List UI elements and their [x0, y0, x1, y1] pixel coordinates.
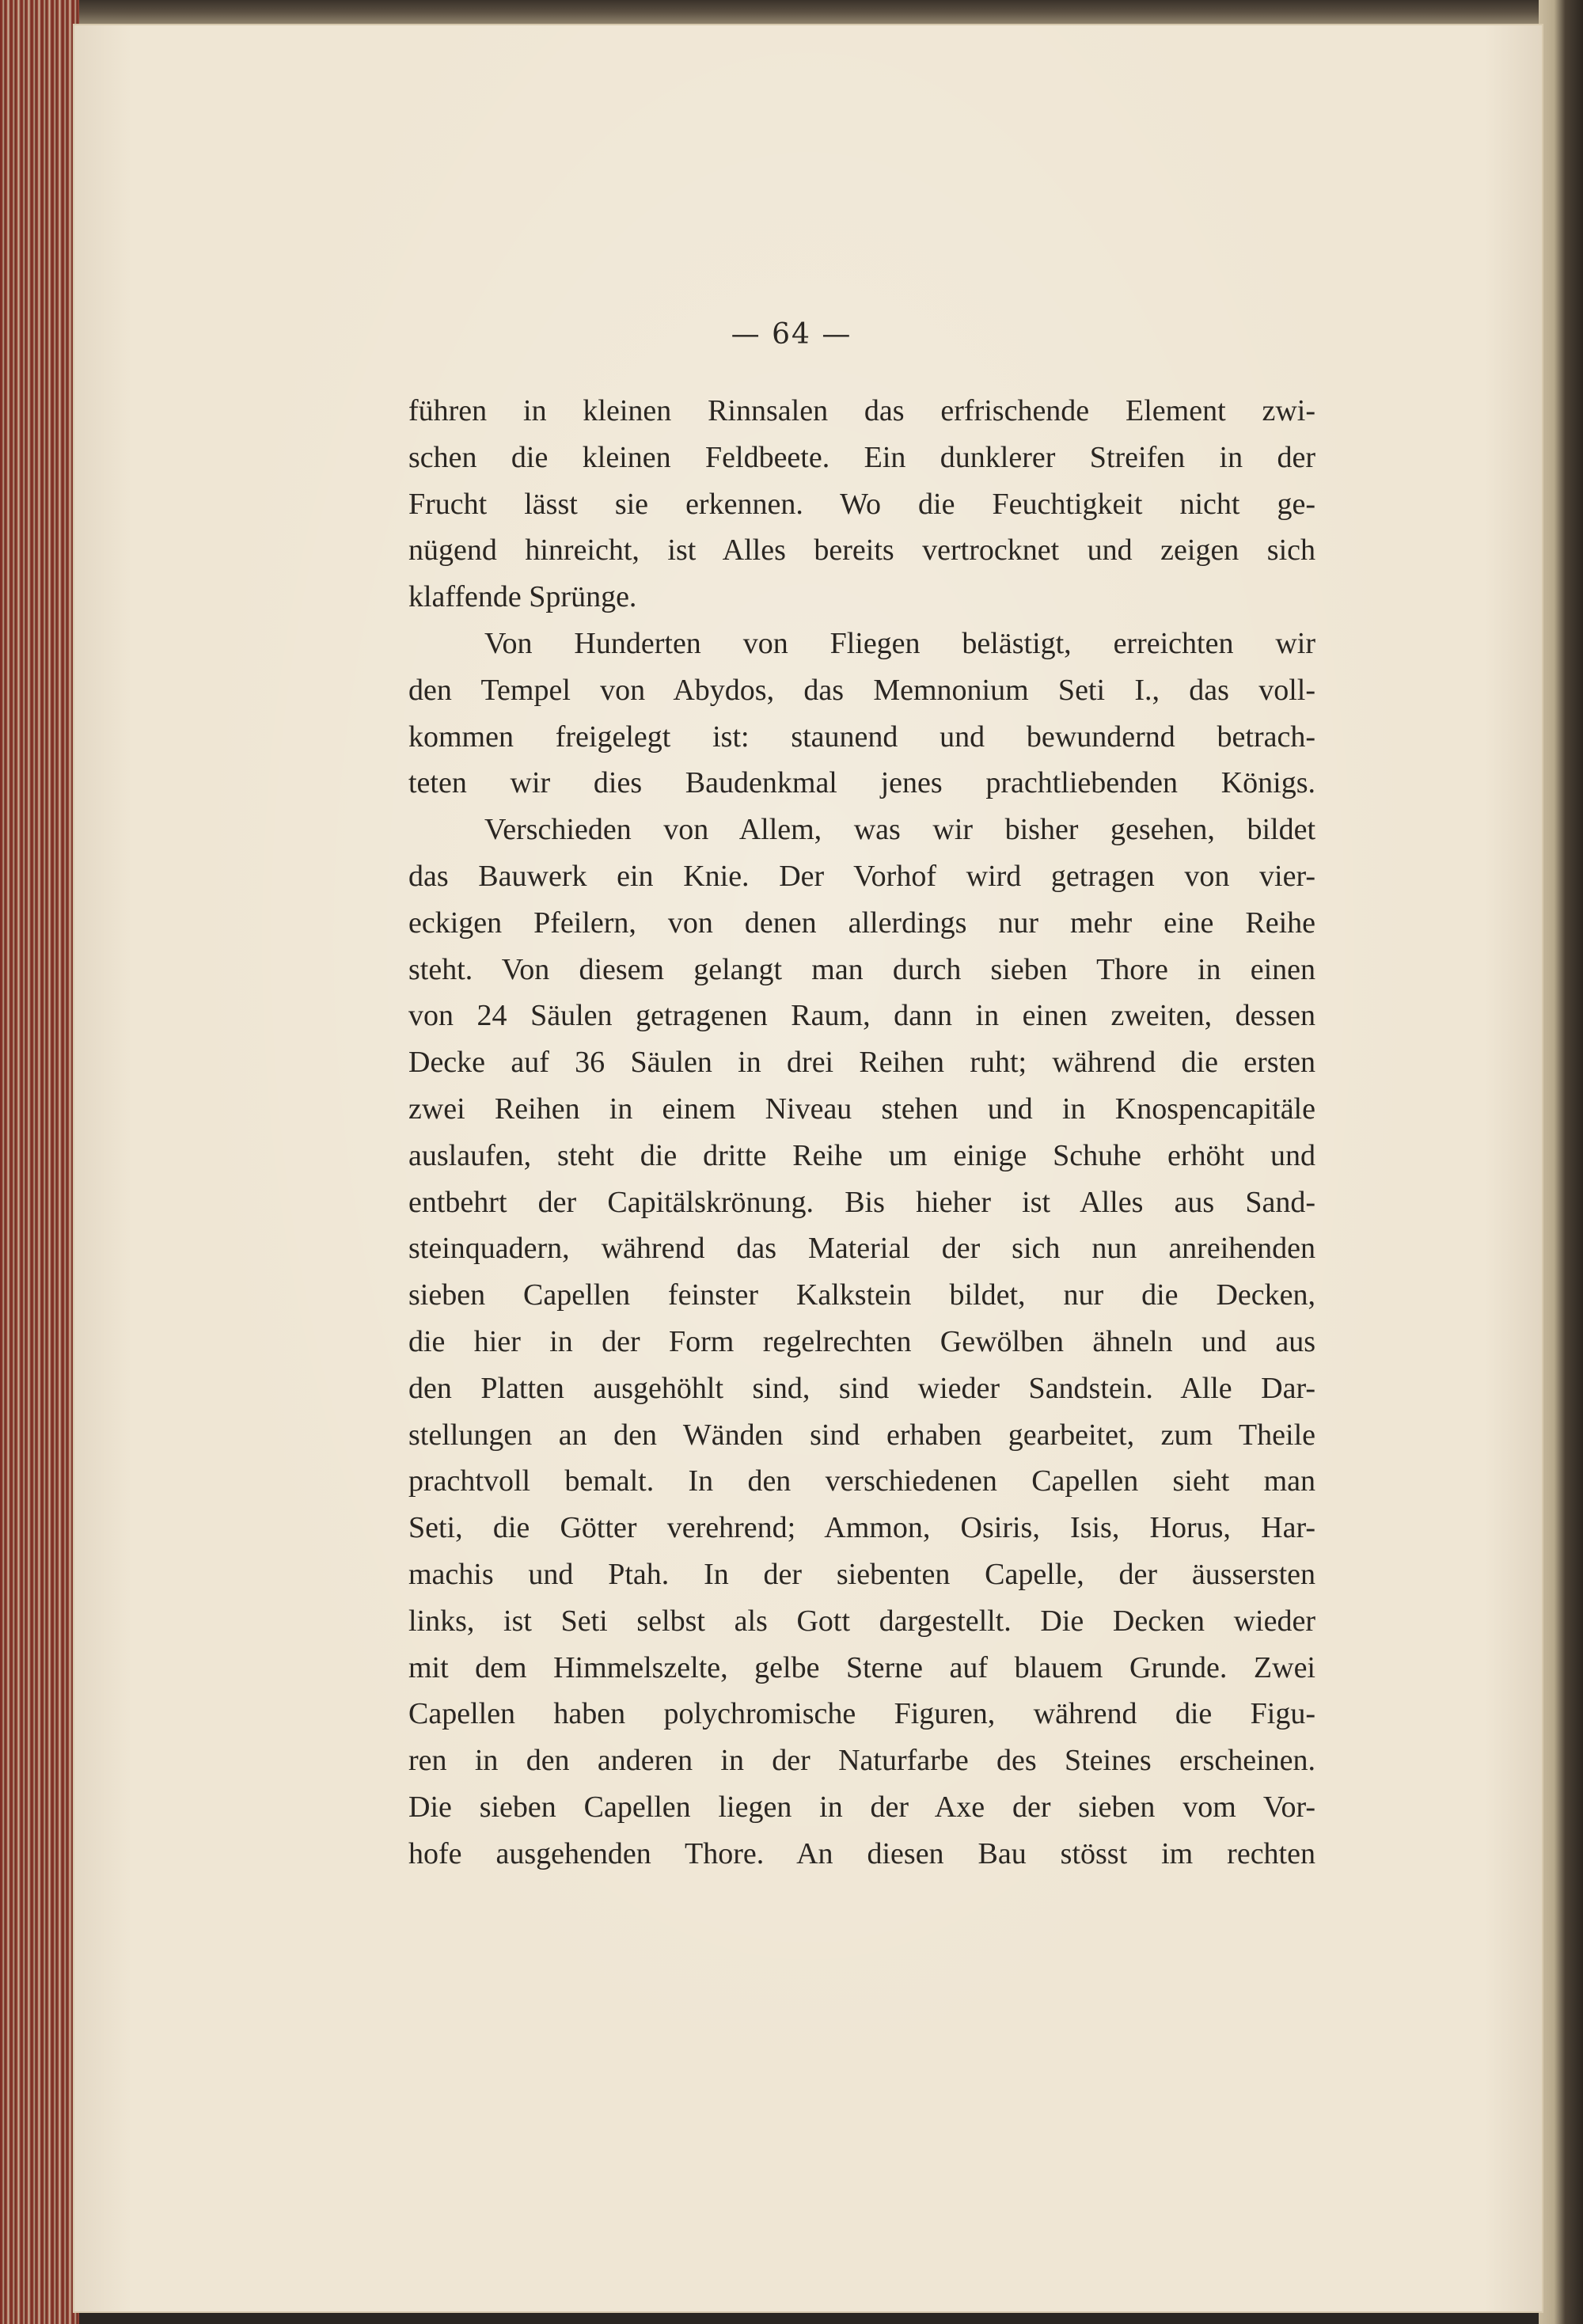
text-line: führen in kleinen Rinnsalen das erfrischende Element zwi- [408, 394, 1315, 427]
text-line: Frucht lässt sie erkennen. Wo die Feuchtigkeit nicht ge- [408, 487, 1315, 521]
text-line: klaffende Sprünge. [408, 580, 637, 614]
text-line: Von Hunderten von Fliegen belästigt, erreichten wir [484, 626, 1315, 660]
text-line: schen die kleinen Feldbeete. Ein dunklerer Streifen in der [408, 440, 1315, 474]
text-line: das Bauwerk ein Knie. Der Vorhof wird getragen von vier- [408, 859, 1315, 893]
text-line: machis und Ptah. In der siebenten Capelle, der äussersten [408, 1557, 1315, 1591]
text-line: kommen freigelegt ist: staunend und bewundernd betrach- [408, 720, 1315, 754]
text-line: Verschieden von Allem, was wir bisher gesehen, bildet [484, 813, 1315, 847]
text-line: entbehrt der Capitälskrönung. Bis hieher ist Alles aus Sand- [408, 1185, 1315, 1219]
text-line: den Platten ausgehöhlt sind, sind wieder Sandstein. Alle Dar- [408, 1371, 1315, 1405]
text-line: die hier in der Form regelrechten Gewölben ähneln und aus [408, 1324, 1315, 1358]
text-line: zwei Reihen in einem Niveau stehen und in Knospencapitäle [408, 1092, 1315, 1126]
body-text [408, 388, 1315, 1878]
text-line: links, ist Seti selbst als Gott dargestellt. Die Decken wieder [408, 1604, 1315, 1638]
text-line: eckigen Pfeilern, von denen allerdings nur mehr eine Reihe [408, 906, 1315, 940]
text-line: stellungen an den Wänden sind erhaben gearbeitet, zum Theile [408, 1418, 1315, 1452]
text-line: sieben Capellen feinster Kalkstein bildet, nur die Decken, [408, 1278, 1315, 1312]
text-line: Die sieben Capellen liegen in der Axe der sieben vom Vor- [408, 1790, 1315, 1824]
text-line: den Tempel von Abydos, das Memnonium Seti I., das voll- [408, 673, 1315, 707]
text-line: steinquadern, während das Material der sich nun anreihenden [408, 1232, 1315, 1266]
text-line: nügend hinreicht, ist Alles bereits vertrocknet und zeigen sich [408, 534, 1315, 568]
text-line: ren in den anderen in der Naturfarbe des Steines erscheinen. [408, 1744, 1315, 1778]
text-line: Seti, die Götter verehrend; Ammon, Osiris, Isis, Horus, Har- [408, 1511, 1315, 1545]
page-number: — 64 — [731, 318, 852, 351]
paragraph-3 [408, 807, 1315, 1877]
text-line: mit dem Himmelszelte, gelbe Sterne auf blauem Grunde. Zwei [408, 1650, 1315, 1684]
text-line: Capellen haben polychromische Figuren, während die Figu- [408, 1697, 1315, 1731]
text-line: steht. Von diesem gelangt man durch sieben Thore in einen [408, 952, 1315, 986]
text-line: prachtvoll bemalt. In den verschiedenen Capellen sieht man [408, 1464, 1315, 1498]
paragraph-2 [408, 621, 1315, 807]
paragraph-1 [408, 388, 1315, 621]
text-line: Decke auf 36 Säulen in drei Reihen ruht; während die ersten [408, 1046, 1315, 1080]
text-line: auslaufen, steht die dritte Reihe um einige Schuhe erhöht und [408, 1138, 1315, 1172]
text-line: teten wir dies Baudenkmal jenes prachtliebenden Königs. [408, 766, 1315, 800]
book-top-edge [0, 0, 1583, 27]
text-line: von 24 Säulen getragenen Raum, dann in einen zweiten, dessen [408, 999, 1315, 1033]
text-line: hofe ausgehenden Thore. An diesen Bau stösst im rechten [408, 1836, 1315, 1870]
